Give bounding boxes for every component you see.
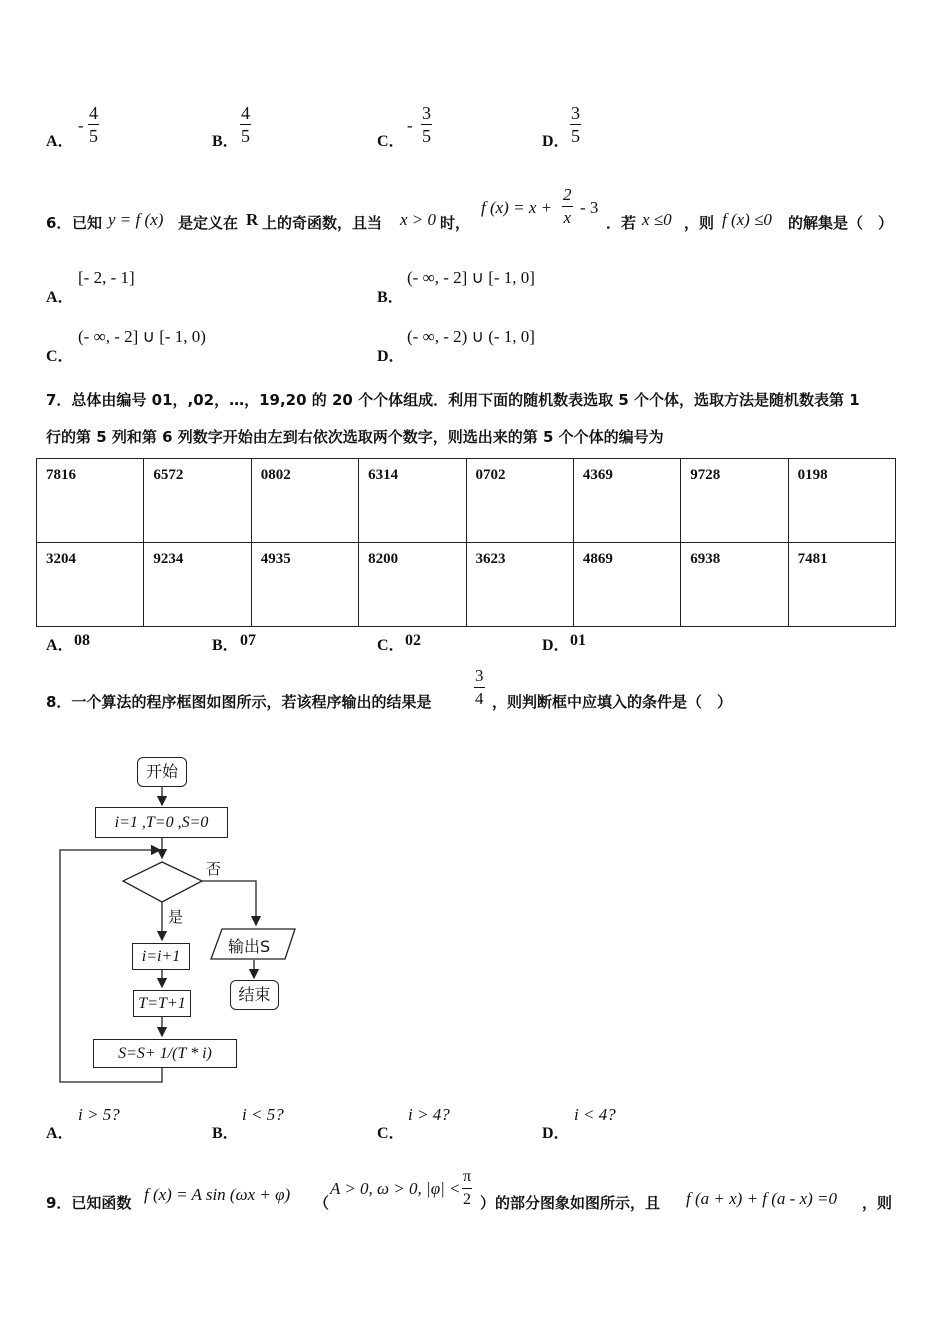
q6-option-b-label: B．	[377, 289, 404, 306]
q6-text-3: 上的奇函数，且当	[262, 214, 383, 232]
q8-option-a-label: A．	[46, 1125, 74, 1142]
q8-option-c-label: C．	[377, 1125, 405, 1142]
q7-option-a-value: 08	[74, 632, 90, 649]
q6-math-fx-nonpositive: f (x) ≤0	[722, 210, 772, 229]
table-cell: 4869	[573, 543, 680, 627]
q6-function-rhs: - 3	[580, 198, 599, 217]
flowchart-init: i=1 ,T=0 ,S=0	[95, 807, 228, 838]
q6-option-a-label: A．	[46, 289, 74, 306]
flowchart-yes-label: 是	[168, 908, 184, 926]
q8-option-b-label: B．	[212, 1125, 239, 1142]
q9-condition: A > 0, ω > 0, |φ| <	[330, 1179, 461, 1198]
q7-option-b-value: 07	[240, 632, 256, 649]
q5-option-c-label: C．	[377, 133, 405, 150]
q7-option-d-value: 01	[570, 632, 586, 649]
flowchart-start: 开始	[137, 757, 187, 787]
q7-option-c-label: C．	[377, 637, 405, 654]
q6-option-c-value: (- ∞, - 2] ∪ [- 1, 0)	[78, 327, 206, 346]
q8-option-d-label: D．	[542, 1125, 570, 1142]
table-cell: 7481	[788, 543, 895, 627]
table-cell: 0702	[466, 459, 573, 543]
table-cell: 3623	[466, 543, 573, 627]
q7-option-a-label: A．	[46, 637, 74, 654]
q8-text-1: 8．一个算法的程序框图如图所示，若该程序输出的结果是	[46, 693, 432, 711]
q7-text-line-1: 7．总体由编号 01，,02，…，19,20 的 20 个个体组成．利用下面的随机数表选取 5 个个体，选取方法是随机数表第 1	[46, 391, 860, 409]
q9-text-3: ）的部分图象如图所示，且	[480, 1194, 661, 1212]
table-cell: 0802	[251, 459, 358, 543]
q6-function-lhs: f (x) = x +	[481, 198, 553, 217]
q8-fraction: $\frac{3}{4}$	[475, 666, 484, 708]
q6-function-fraction: $\frac{2}{x}$	[563, 185, 572, 227]
q5-option-b-label: B．	[212, 133, 239, 150]
q8-option-a-value: i > 5?	[78, 1105, 120, 1124]
q6-option-d-value: (- ∞, - 2) ∪ (- 1, 0]	[407, 327, 535, 346]
q6-option-d-label: D．	[377, 348, 405, 365]
q5-option-a-label: A．	[46, 133, 74, 150]
q5-option-b-fraction: $\frac{4}{5}$	[241, 103, 250, 146]
q7-option-c-value: 02	[405, 632, 421, 649]
q9-pi-fraction: $\frac{\pi}{2}$	[463, 1168, 472, 1208]
q9-text-1: 9．已知函数	[46, 1194, 132, 1212]
table-cell: 3204	[37, 543, 144, 627]
q6-text-7: 的解集是（ ）	[788, 214, 894, 232]
q6-option-b-value: (- ∞, - 2] ∪ [- 1, 0]	[407, 268, 535, 287]
table-cell: 6314	[359, 459, 466, 543]
q6-math-x-nonpositive: x ≤0	[642, 210, 672, 229]
table-cell: 6572	[144, 459, 251, 543]
q5-option-d-fraction: $\frac{3}{5}$	[571, 103, 580, 146]
q8-option-c-value: i > 4?	[408, 1105, 450, 1124]
q6-option-c-label: C．	[46, 348, 74, 365]
q7-option-b-label: B．	[212, 637, 239, 654]
q5-option-c-sign: -	[407, 116, 413, 135]
q6-math-y-fx: y = f (x)	[108, 210, 164, 229]
q6-text-4: 时，	[440, 214, 471, 232]
flowchart-end: 结束	[230, 980, 279, 1010]
q9-text-4: ，则	[862, 1194, 893, 1212]
decision-diamond	[123, 862, 202, 902]
flowchart-step-t: T=T+1	[133, 990, 191, 1017]
q7-text-line-2: 行的第 5 列和第 6 列数字开始由左到右依次选取两个数字，则选出来的第 5 个个体的编号为	[46, 428, 664, 446]
q5-option-c-fraction: $\frac{3}{5}$	[422, 103, 431, 146]
table-cell: 4935	[251, 543, 358, 627]
flowchart-step-i: i=i+1	[132, 943, 190, 970]
table-cell: 9234	[144, 543, 251, 627]
q7-option-d-label: D．	[542, 637, 570, 654]
q9-equation: f (a + x) + f (a - x) =0	[686, 1189, 838, 1208]
q8-option-b-value: i < 5?	[242, 1105, 284, 1124]
q6-math-r: R	[246, 210, 259, 229]
q5-option-a-fraction: $\frac{4}{5}$	[89, 103, 98, 146]
q5-option-a-sign: -	[78, 116, 84, 135]
q9-function: f (x) = A sin (ωx + φ)	[144, 1185, 291, 1204]
table-cell: 9728	[681, 459, 788, 543]
q9-text-2: （	[314, 1194, 330, 1212]
table-cell: 7816	[37, 459, 144, 543]
q6-text-6: ，则	[684, 214, 715, 232]
q6-text-2: 是定义在	[178, 214, 239, 232]
q8-option-d-value: i < 4?	[574, 1105, 616, 1124]
table-cell: 8200	[359, 543, 466, 627]
q6-number: 6．	[46, 214, 72, 232]
flowchart-step-s: S=S+ 1/(T * i)	[93, 1039, 237, 1068]
table-cell: 0198	[788, 459, 895, 543]
flowchart-output-label: 输出S	[228, 937, 271, 956]
flowchart-no-label: 否	[206, 860, 222, 878]
q6-text-5: ．若	[606, 214, 637, 232]
table-cell: 6938	[681, 543, 788, 627]
table-cell: 4369	[573, 459, 680, 543]
q6-text-1: 已知	[72, 214, 103, 232]
q5-option-d-label: D．	[542, 133, 570, 150]
q6-option-a-value: [- 2, - 1]	[78, 268, 135, 287]
q6-math-x-positive: x > 0	[400, 210, 437, 229]
q8-text-2: ，则判断框中应填入的条件是（ ）	[492, 693, 733, 711]
